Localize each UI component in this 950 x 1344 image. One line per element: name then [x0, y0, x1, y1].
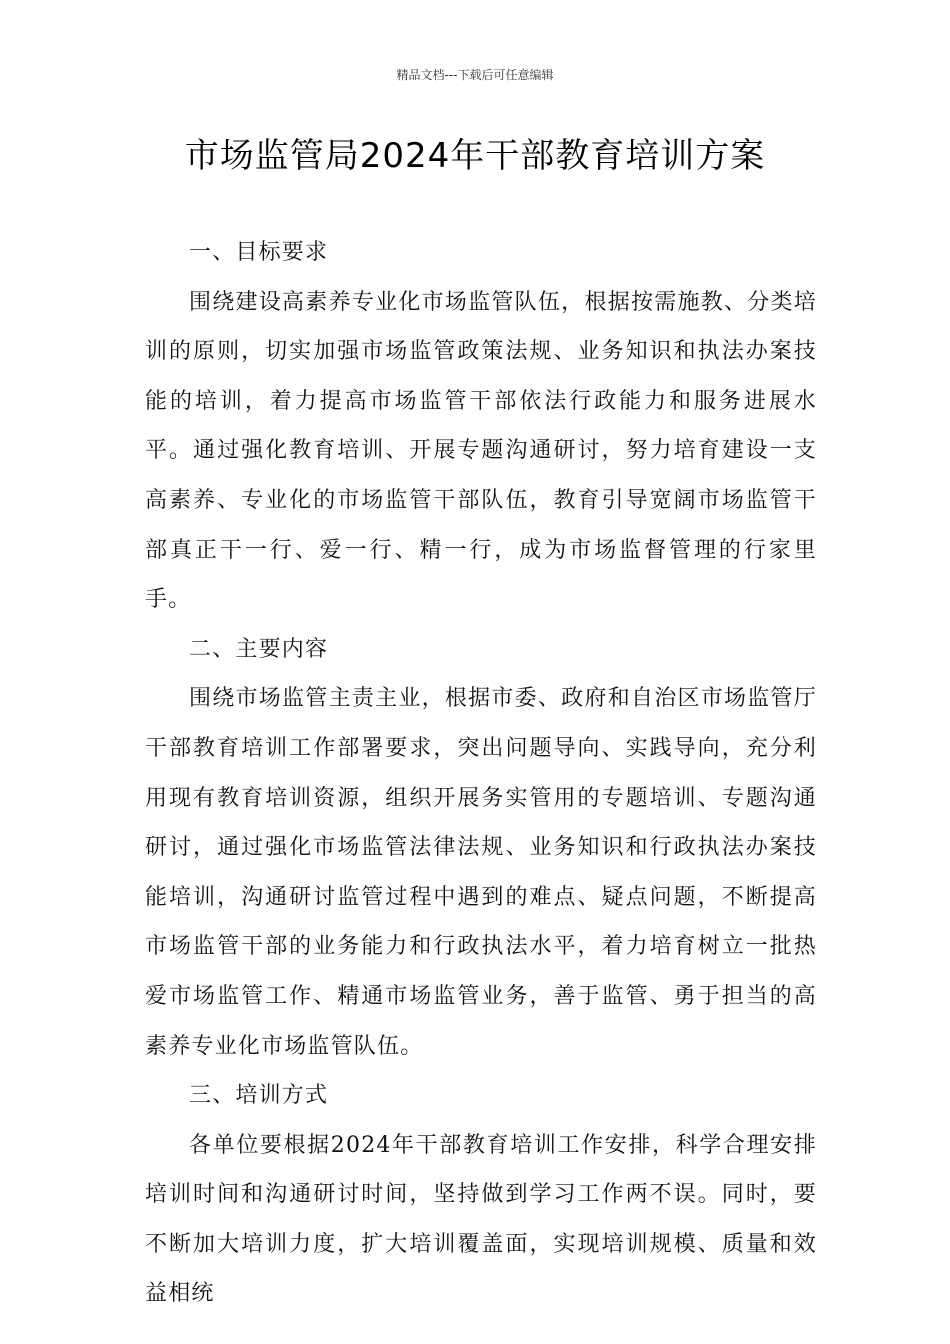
section-paragraph-goals: 围绕建设高素养专业化市场监管队伍，根据按需施教、分类培训的原则，切实加强市场监管政策法规、业务知识和执法办案技能的培训，着力提高市场监管干部依法行政能力和服务进展水平。通过强化教育培训、开展专题沟通研讨，努力培育建设一支高素养、专业化的市场监管干部队伍，教育引导宽阔市场监管干部真正干一行、爱一行、精一行，成为市场监督管理的行家里手。 [145, 289, 817, 613]
section-paragraph-content: 围绕市场监管主责主业，根据市委、政府和自治区市场监管厅干部教育培训工作部署要求，突出问题导向、实践导向，充分利用现有教育培训资源，组织开展务实管用的专题培训、专题沟通研讨，通过强化市场监管法律法规、业务知识和行政执法办案技能培训，沟通研讨监管过程中遇到的难点、疑点问题，不断提高市场监管干部的业务能力和行政执法水平，着力培育树立一批热爱市场监管工作、精通市场监管业务，善于监管、勇于担当的高素养专业化市场监管队伍。 [145, 686, 817, 1059]
section-paragraph-method: 各单位要根据2024年干部教育培训工作安排，科学合理安排培训时间和沟通研讨时间，坚持做到学习工作两不误。同时，要不断加大培训力度，扩大培训覆盖面，实现培训规模、质量和效益相统 [145, 1132, 817, 1307]
header-note: 精品文档---下载后可任意编辑 [396, 68, 554, 82]
document-title: 市场监管局2024年干部教育培训方案 [184, 136, 766, 176]
section-heading-goals: 一、目标要求 [189, 240, 329, 265]
section-heading-method: 三、培训方式 [189, 1083, 329, 1109]
section-heading-content: 二、主要内容 [189, 636, 329, 662]
document-body [145, 228, 817, 1319]
